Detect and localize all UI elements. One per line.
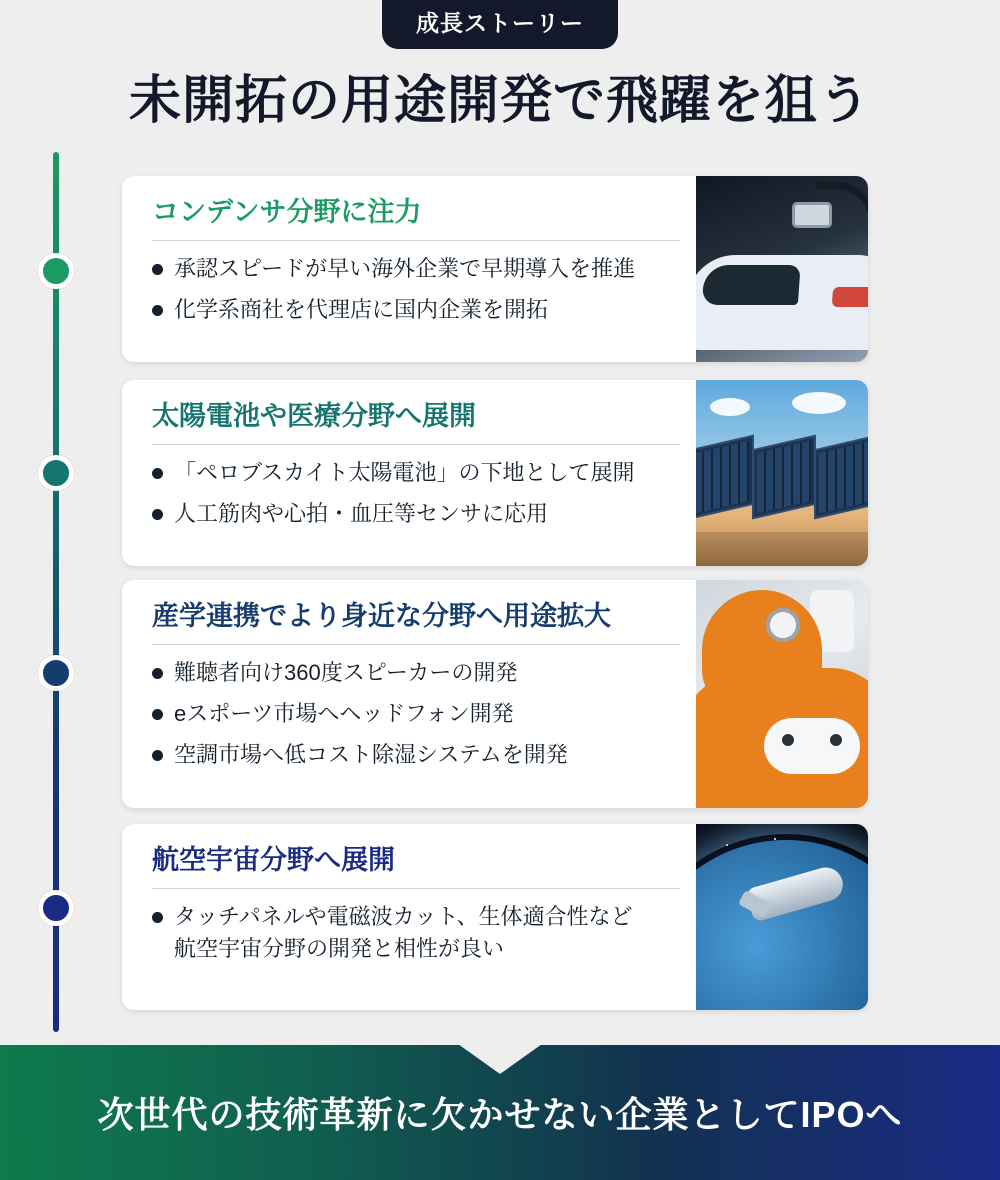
bullet-item: 難聴者向け360度スピーカーの開発 [152, 657, 680, 689]
bullet-item: eスポーツ市場へヘッドフォン開発 [152, 698, 680, 730]
card-pointer-2 [122, 458, 123, 492]
bullet-item: タッチパネルや電磁波カット、生体適合性など 航空宇宙分野の開発と相性が良い [152, 901, 680, 965]
timeline-card-2[interactable] [122, 380, 868, 566]
card-bullets-4 [152, 901, 680, 965]
timeline-dot-2 [38, 455, 74, 491]
timeline-dot-4 [38, 890, 74, 926]
card-bullets-2 [152, 457, 680, 530]
bullet-item: 化学系商社を代理店に国内企業を開拓 [152, 294, 680, 326]
timeline-card-4[interactable] [122, 824, 868, 1010]
section-badge: 成長ストーリー [382, 0, 618, 49]
gaming-headphone-photo [696, 580, 868, 808]
ev-charging-photo [696, 176, 868, 362]
card-pointer-1 [122, 254, 123, 288]
footer-text: 次世代の技術革新に欠かせない企業としてIPOへ [97, 1094, 903, 1135]
footer-banner [0, 1045, 1000, 1180]
bullet-item: 人工筋肉や心拍・血圧等センサに応用 [152, 498, 680, 530]
timeline-card-1[interactable] [122, 176, 868, 362]
card-pointer-3 [122, 658, 123, 692]
card-title-1: コンデンサ分野に注力 [152, 196, 680, 241]
card-body-4 [122, 824, 696, 1010]
space-rocket-photo [696, 824, 868, 1010]
timeline-dot-3 [38, 655, 74, 691]
timeline-dot-1 [38, 253, 74, 289]
bullet-item: 「ペロブスカイト太陽電池」の下地として展開 [152, 457, 680, 489]
card-body-3 [122, 580, 696, 808]
card-body-2 [122, 380, 696, 566]
down-arrow-icon [458, 1044, 542, 1074]
card-title-3: 産学連携でより身近な分野へ用途拡大 [152, 600, 680, 645]
card-bullets-1 [152, 253, 680, 326]
card-pointer-4 [122, 902, 123, 936]
bullet-item: 空調市場へ低コスト除湿システムを開発 [152, 739, 680, 771]
timeline-card-3[interactable] [122, 580, 868, 808]
card-title-2: 太陽電池や医療分野へ展開 [152, 400, 680, 445]
solar-panel-photo [696, 380, 868, 566]
card-bullets-3 [152, 657, 680, 771]
card-title-4: 航空宇宙分野へ展開 [152, 844, 680, 889]
card-body-1 [122, 176, 696, 362]
page-title: 未開拓の用途開発で飛躍を狙う [128, 72, 871, 130]
bullet-item: 承認スピードが早い海外企業で早期導入を推進 [152, 253, 680, 285]
